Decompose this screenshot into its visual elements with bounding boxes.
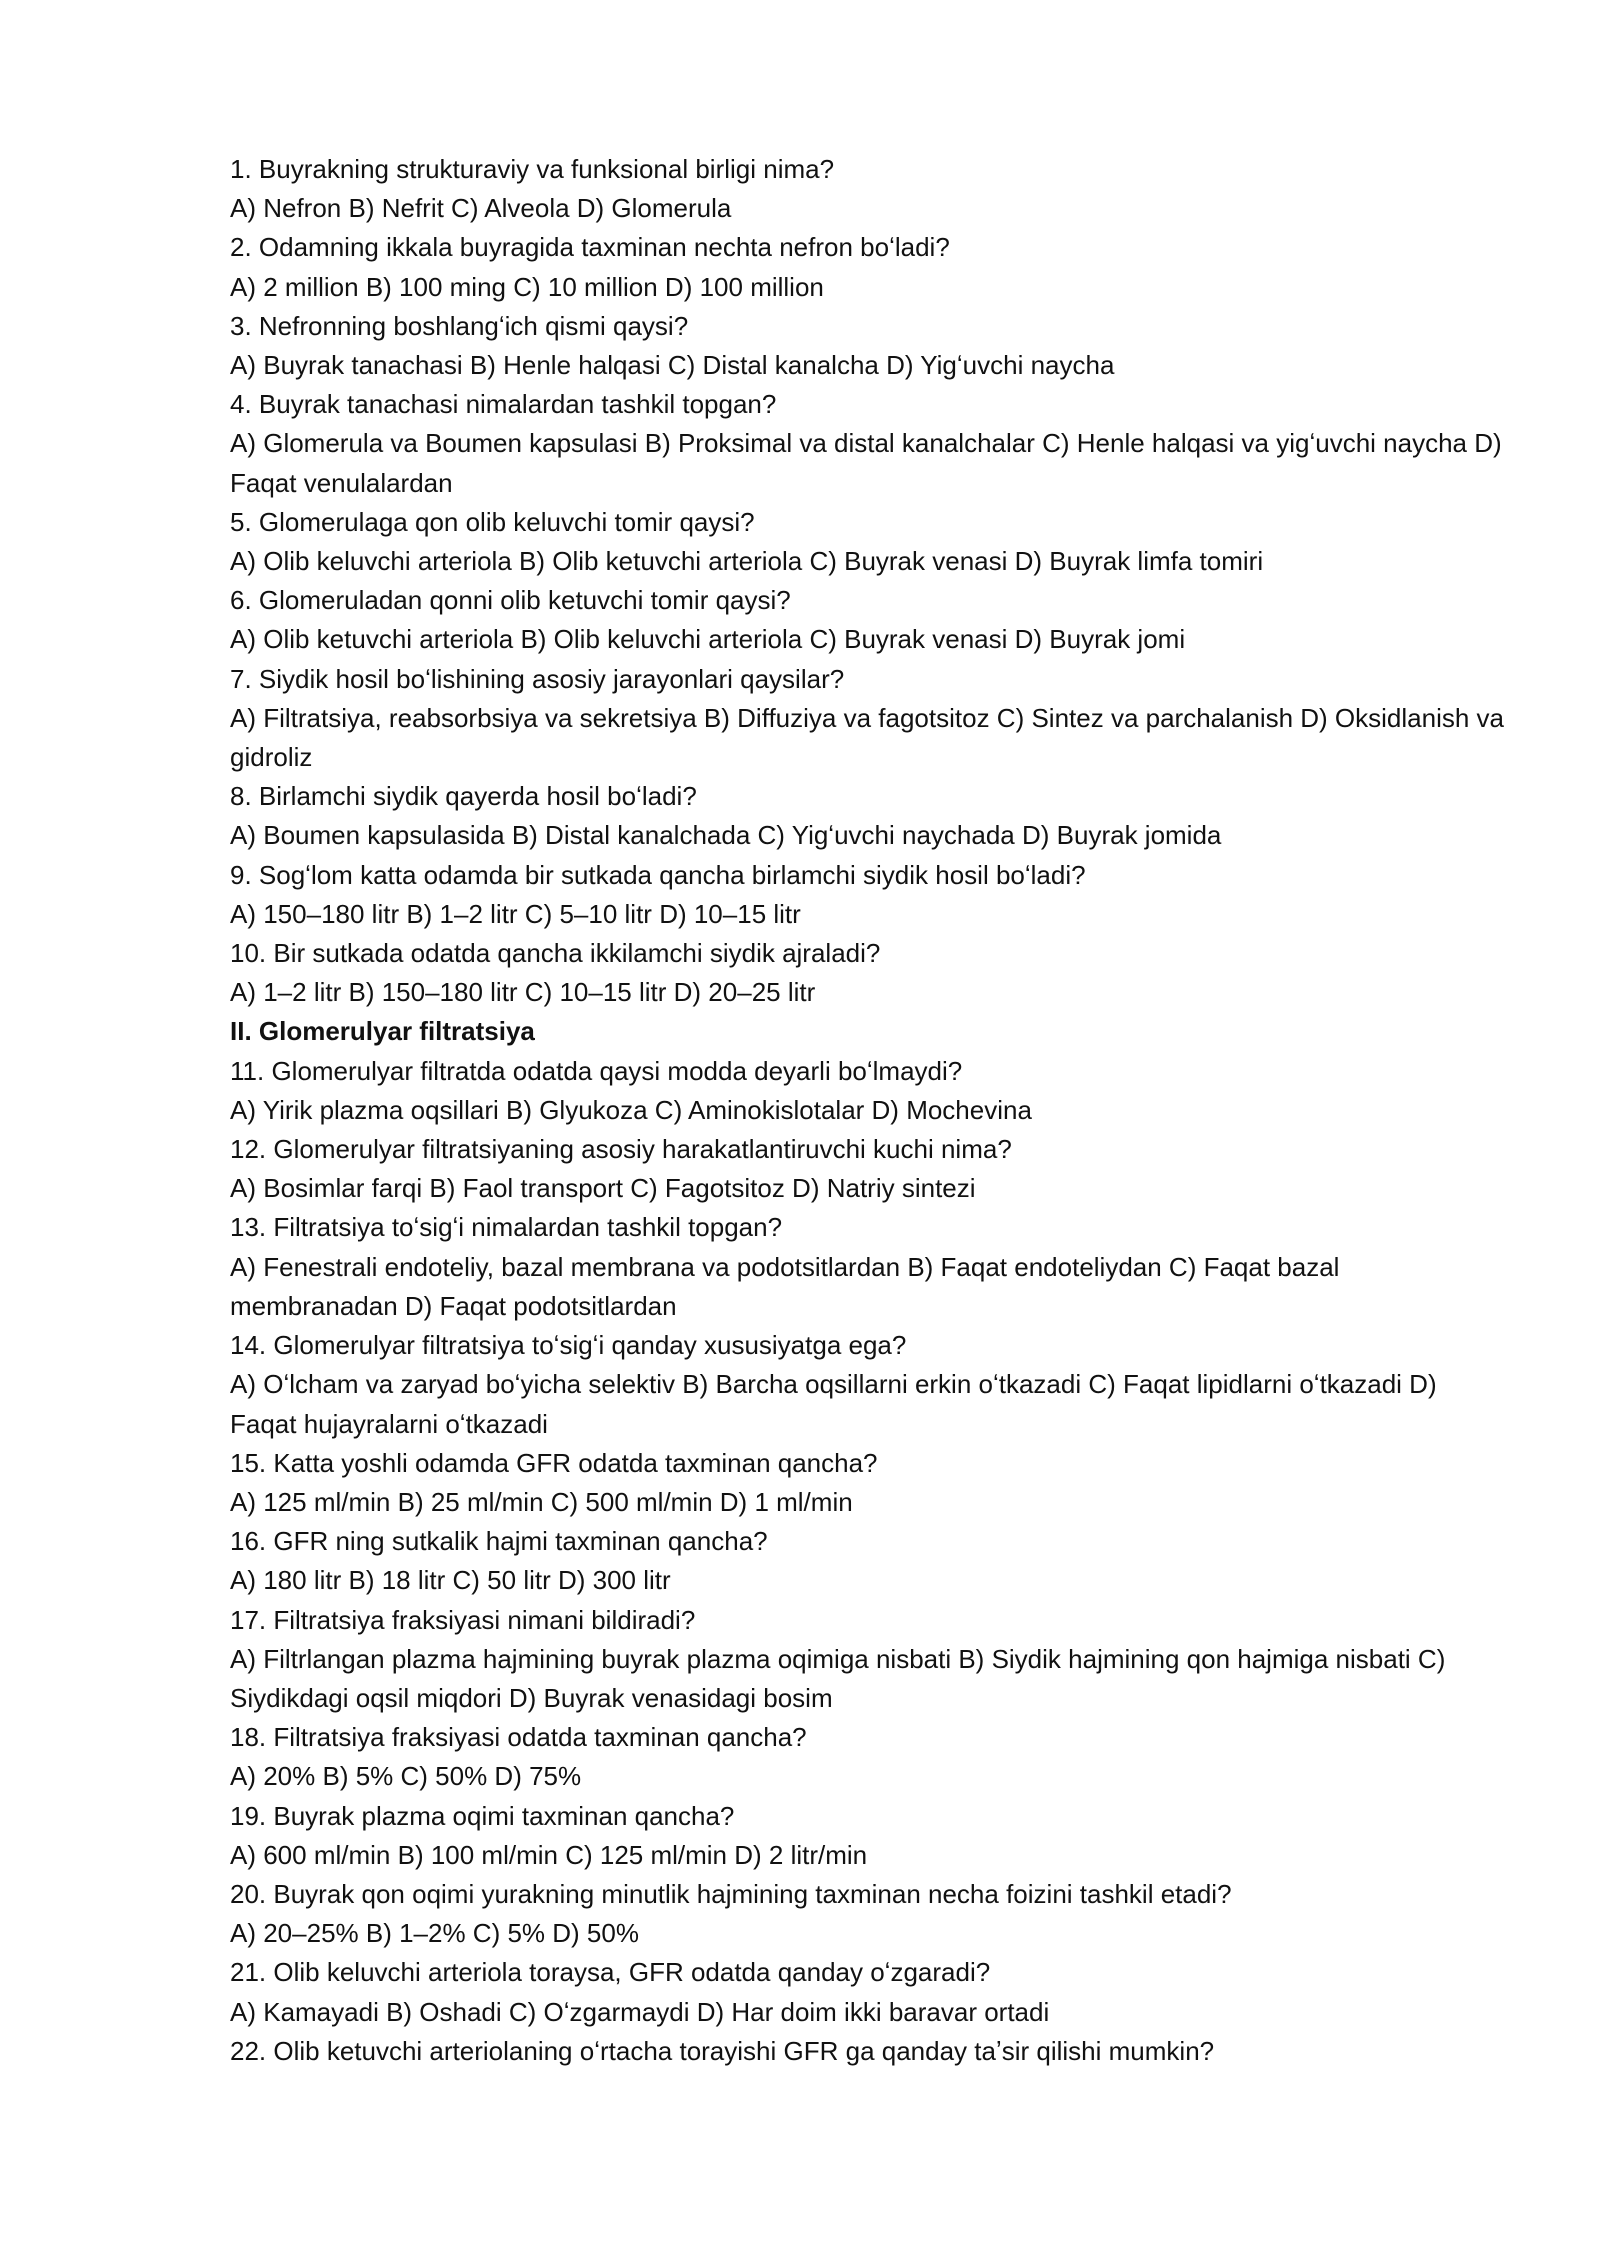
question-text: 10. Bir sutkada odatda qancha ikkilamchi siydik ajraladi? bbox=[230, 938, 881, 969]
question-text: 14. Glomerulyar filtratsiya toʻsigʻi qanday xususiyatga ega? bbox=[230, 1330, 907, 1361]
answer-options: A) Filtratsiya, reabsorbsiya va sekretsiya B) Diffuziya va fagotsitoz C) Sintez va parchalanish D) Oksidlanish va gidroliz bbox=[230, 702, 1505, 773]
answer-options: A) 1–2 litr B) 150–180 litr C) 10–15 litr D) 20–25 litr bbox=[230, 977, 816, 1008]
question-text: 3. Nefronning boshlangʻich qismi qaysi? bbox=[230, 310, 689, 341]
answer-options: A) 150–180 litr B) 1–2 litr C) 5–10 litr D) 10–15 litr bbox=[230, 898, 801, 929]
answer-options: A) 20–25% B) 1–2% C) 5% D) 50% bbox=[230, 1918, 639, 1949]
question-text: 4. Buyrak tanachasi nimalardan tashkil topgan? bbox=[230, 389, 777, 420]
question-text: 6. Glomeruladan qonni olib ketuvchi tomir qaysi? bbox=[230, 585, 791, 616]
document-page bbox=[230, 150, 1510, 2071]
answer-options: A) Kamayadi B) Oshadi C) Oʻzgarmaydi D) Har doim ikki baravar ortadi bbox=[230, 1996, 1050, 2027]
answer-options: A) Glomerula va Boumen kapsulasi B) Proksimal va distal kanalchalar C) Henle halqasi va yigʻuvchi naycha D) Faqat venulalardan bbox=[230, 428, 1502, 498]
answer-options: A) Boumen kapsulasida B) Distal kanalchada C) Yigʻuvchi naychada D) Buyrak jomida bbox=[230, 820, 1222, 851]
answer-options: A) 125 ml/min B) 25 ml/min C) 500 ml/min D) 1 ml/min bbox=[230, 1486, 853, 1517]
question-text: 2. Odamning ikkala buyragida taxminan nechta nefron boʻladi? bbox=[230, 232, 950, 263]
question-text: 7. Siydik hosil boʻlishining asosiy jarayonlari qaysilar? bbox=[230, 663, 845, 694]
question-text: 1. Buyrakning strukturaviy va funksional birligi nima? bbox=[230, 154, 835, 184]
question-text: 13. Filtratsiya toʻsigʻi nimalardan tashkil topgan? bbox=[230, 1212, 783, 1243]
question-text: 19. Buyrak plazma oqimi taxminan qancha? bbox=[230, 1800, 735, 1831]
answer-options: A) 180 litr B) 18 litr C) 50 litr D) 300 litr bbox=[230, 1565, 671, 1596]
question-text: 21. Olib keluvchi arteriola toraysa, GFR odatda qanday oʻzgaradi? bbox=[230, 1957, 991, 1988]
question-text: 17. Filtratsiya fraksiyasi nimani bildiradi? bbox=[230, 1604, 696, 1635]
answer-options: A) Yirik plazma oqsillari B) Glyukoza C) Aminokislotalar D) Mochevina bbox=[230, 1094, 1032, 1125]
answer-options: A) Bosimlar farqi B) Faol transport C) Fagotsitoz D) Natriy sintezi bbox=[230, 1173, 976, 1204]
answer-options: A) Nefron B) Nefrit C) Alveola D) Glomerula bbox=[230, 193, 732, 224]
answer-options: A) Olib keluvchi arteriola B) Olib ketuvchi arteriola C) Buyrak venasi D) Buyrak limfa tomiri bbox=[230, 546, 1264, 577]
question-text: 9. Sogʻlom katta odamda bir sutkada qancha birlamchi siydik hosil boʻladi? bbox=[230, 859, 1086, 890]
section-heading: II. Glomerulyar filtratsiya bbox=[230, 1016, 535, 1047]
answer-options: A) Olib ketuvchi arteriola B) Olib keluvchi arteriola C) Buyrak venasi D) Buyrak jomi bbox=[230, 624, 1186, 655]
answer-options: A) Buyrak tanachasi B) Henle halqasi C) Distal kanalcha D) Yigʻuvchi naycha bbox=[230, 350, 1115, 381]
question-text: 20. Buyrak qon oqimi yurakning minutlik hajmining taxminan necha foizini tashkil etadi? bbox=[230, 1878, 1232, 1909]
answer-options: A) Fenestrali endoteliy, bazal membrana va podotsitlardan B) Faqat endoteliydan C) Faqat bazal membranadan D) Faqat podotsitlardan bbox=[230, 1251, 1340, 1321]
answer-options: A) Oʻlcham va zaryad boʻyicha selektiv B) Barcha oqsillarni erkin oʻtkazadi C) Faqat lipidlarni oʻtkazadi D) Faqat hujayralarni oʻtkazadi bbox=[230, 1369, 1437, 1439]
question-text: 16. GFR ning sutkalik hajmi taxminan qancha? bbox=[230, 1526, 768, 1557]
question-text: 18. Filtratsiya fraksiyasi odatda taxminan qancha? bbox=[230, 1722, 807, 1753]
question-text: 8. Birlamchi siydik qayerda hosil boʻladi? bbox=[230, 781, 697, 812]
answer-options: A) 600 ml/min B) 100 ml/min C) 125 ml/min D) 2 litr/min bbox=[230, 1839, 868, 1870]
question-text: 11. Glomerulyar filtratda odatda qaysi modda deyarli boʻlmaydi? bbox=[230, 1055, 963, 1086]
question-text: 22. Olib ketuvchi arteriolaning oʻrtacha torayishi GFR ga qanday taʼsir qilishi mumkin? bbox=[230, 2035, 1215, 2066]
answer-options: A) 20% B) 5% C) 50% D) 75% bbox=[230, 1761, 582, 1792]
question-text: 15. Katta yoshli odamda GFR odatda taxminan qancha? bbox=[230, 1447, 878, 1478]
question-text: 12. Glomerulyar filtratsiyaning asosiy harakatlantiruvchi kuchi nima? bbox=[230, 1134, 1012, 1165]
answer-options: A) 2 million B) 100 ming C) 10 million D) 100 million bbox=[230, 271, 824, 302]
answer-options: A) Filtrlangan plazma hajmining buyrak plazma oqimiga nisbati B) Siydik hajmining qon hajmiga nisbati C) Siydikdagi oqsil miqdori D) Buyrak venasidagi bosim bbox=[230, 1643, 1446, 1713]
question-text: 5. Glomerulaga qon olib keluvchi tomir qaysi? bbox=[230, 506, 755, 537]
